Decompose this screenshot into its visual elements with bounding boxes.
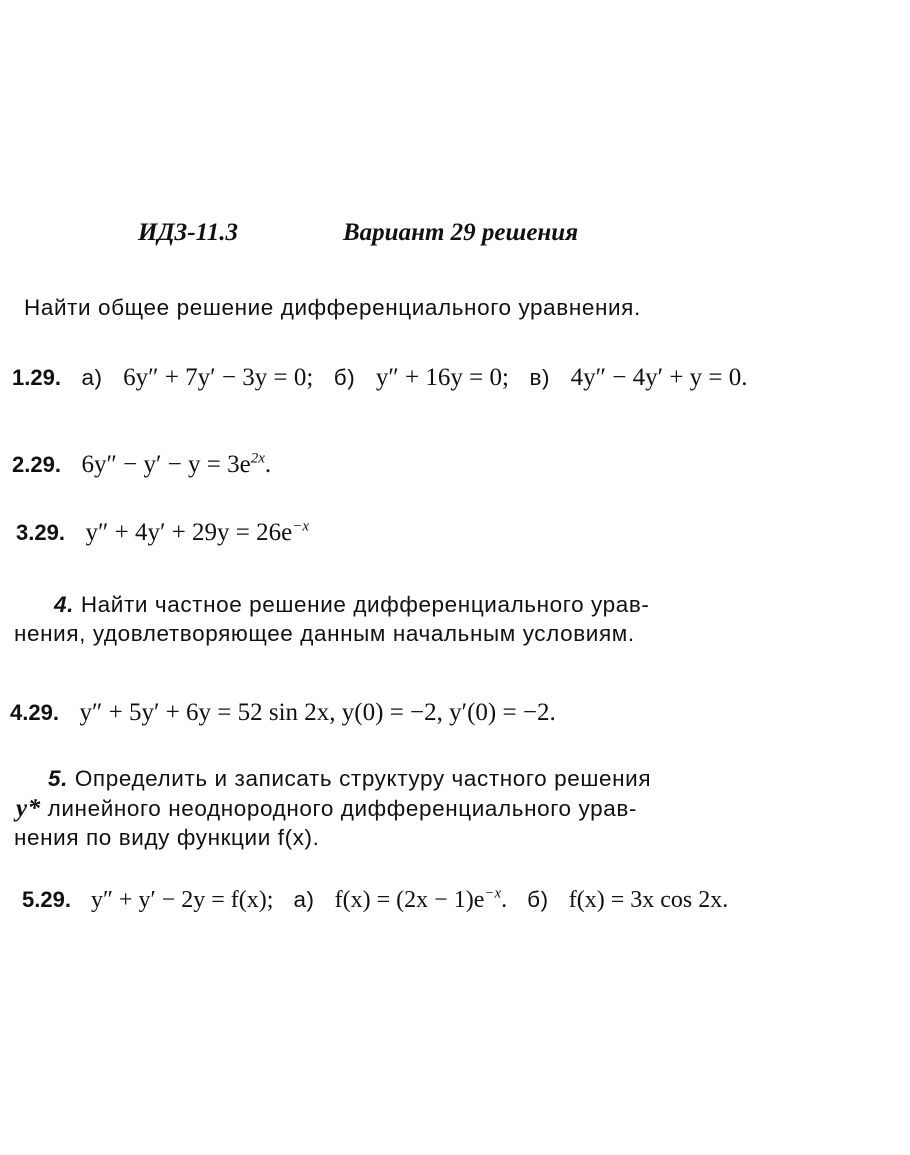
- task-4-line-2: нения, удовлетворяющее данным начальным условиям.: [14, 621, 635, 646]
- problem-5-label-a: а): [293, 887, 315, 912]
- problem-5-expr-a: f(x) = (2x − 1)e: [334, 887, 485, 913]
- problem-1-label-c: в): [529, 365, 551, 390]
- problem-5-exponent-a: −x: [484, 885, 502, 902]
- problem-1-label-a: а): [81, 365, 103, 390]
- task-4-number: 4.: [54, 592, 74, 617]
- problem-1-expr-a: 6y″ + 7y′ − 3y = 0;: [123, 364, 314, 391]
- problem-3-expr: y″ + 4y′ + 29y = 26e: [85, 519, 293, 546]
- problem-2: [12, 451, 271, 479]
- problem-4: [10, 699, 556, 727]
- header-code: ИДЗ-11.3: [138, 219, 238, 246]
- problem-2-expr: 6y″ − y′ − y = 3e: [81, 451, 251, 478]
- problem-3-exponent: −x: [292, 518, 309, 535]
- problem-1-expr-c: 4y″ − 4y′ + y = 0.: [570, 364, 748, 391]
- header-variant: Вариант 29 решения: [343, 219, 579, 246]
- problem-4-number: 4.29.: [10, 700, 59, 725]
- problem-5-expr: y″ + y′ − 2y = f(x);: [90, 887, 274, 913]
- problem-2-number: 2.29.: [12, 452, 61, 477]
- intro-text: Найти общее решение дифференциального уравнения.: [24, 295, 641, 320]
- problem-2-end: .: [264, 451, 272, 478]
- task-5-text-1: Определить и записать структуру частного решения: [74, 766, 652, 791]
- task-5-text-2: линейного неоднородного дифференциального урав-: [47, 796, 637, 821]
- problem-1-label-b: б): [333, 365, 356, 390]
- problem-3-number: 3.29.: [16, 520, 65, 545]
- task-4-text-1: Найти частное решение дифференциального урав-: [80, 592, 650, 617]
- problem-1: [12, 364, 748, 392]
- task-5-line-3: нения по виду функции f(x).: [14, 825, 320, 850]
- problem-5-expr-a-end: .: [501, 887, 508, 913]
- problem-1-number: 1.29.: [12, 365, 61, 390]
- problem-2-exponent: 2x: [250, 450, 265, 467]
- task-5-number: 5.: [48, 766, 68, 791]
- problem-5-expr-b: f(x) = 3x cos 2x.: [568, 887, 729, 913]
- task-4-line-1: [54, 591, 650, 619]
- problem-4-expr: y″ + 5y′ + 6y = 52 sin 2x, y(0) = −2, y′(0) = −2.: [79, 699, 556, 726]
- problem-1-expr-b: y″ + 16y = 0;: [375, 364, 509, 391]
- problem-5: [22, 886, 728, 914]
- task-5-line-1: [48, 765, 651, 793]
- problem-5-label-b: б): [527, 887, 549, 912]
- problem-5-number: 5.29.: [22, 887, 71, 912]
- task-5-ystar: y*: [16, 795, 41, 822]
- problem-3: [16, 519, 309, 547]
- task-5-line-2: [16, 795, 637, 823]
